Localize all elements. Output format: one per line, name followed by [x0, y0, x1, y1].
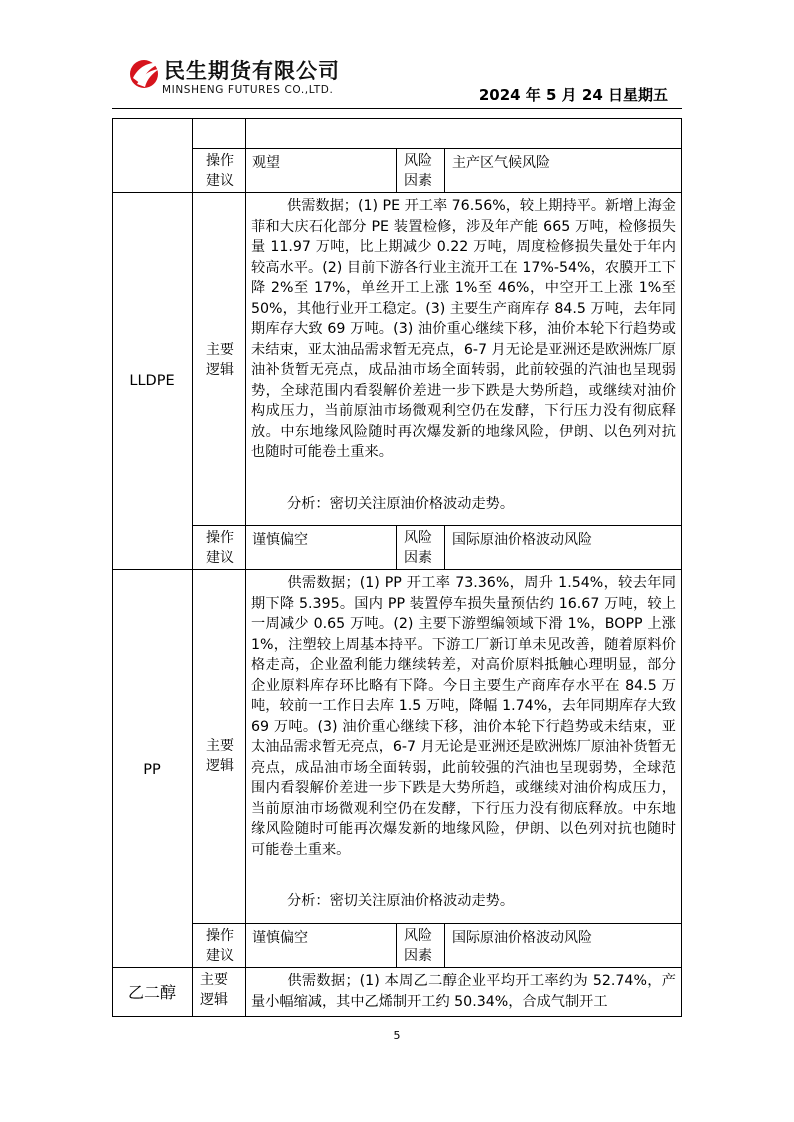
operation-label: 操作建议	[206, 153, 234, 189]
pp-risk-value: 国际原油价格波动风险	[452, 930, 592, 946]
company-name-en: MINSHENG FUTURES CO.,LTD.	[162, 84, 334, 96]
risk-label: 风险因素	[404, 153, 432, 189]
product-name-eg: 乙二醇	[127, 983, 176, 1002]
company-logo	[128, 54, 368, 100]
minsheng-logo-icon	[128, 54, 162, 96]
pp-analysis: 分析：密切关注原油价格波动走势。	[287, 893, 515, 909]
logic-label: 主要逻辑	[206, 342, 234, 378]
top-operation-value: 观望	[252, 155, 280, 171]
header-rule	[112, 108, 682, 109]
commodity-table	[112, 118, 682, 1017]
page-header	[0, 0, 794, 110]
report-date: 2024 年 5 月 24 日星期五	[478, 86, 668, 104]
eg-supply-demand: 供需数据；(1) 本周乙二醇企业平均开工率约为 52.74%，产量小幅缩减，其中乙烯制开工约 50.34%，合成气制开工	[251, 973, 676, 1010]
logic-label: 主要逻辑	[200, 972, 228, 1008]
page-number: 5	[393, 1029, 401, 1042]
risk-label: 风险因素	[404, 530, 432, 566]
lldpe-supply-demand: 供需数据；(1) PE 开工率 76.56%，较上期持平。新增上海金菲和大庆石化部分 PE 装置检修，涉及年产能 665 万吨，检修损失量 11.97 万吨，比上期减少 0.22 万吨，周度检修损失量处于年内较高水平。(2) 目前下游各行业主流开工在 17%-54%，农膜开工下降 2%至 17%，单丝开工上涨 1%至 46%，中空开工上涨 1%至 50%，其他行业开工稳定。(3) 主要生产商库存 84.5 万吨，去年同期库存大致 69 万吨。(3) 油价重心继续下移，油价本轮下行趋势或未结束，亚太油品需求暂无亮点，6-7 月无论是亚洲还是欧洲炼厂原油补货暂无亮点，成品油市场全面转弱，此前较强的汽油也呈现弱势，全球范围内看裂解价差进一步下跌是大势所趋，或继续对油价构成压力，当前原油市场微观利空仍在发酵，下行压力没有彻底释放。中东地缘风险随时再次爆发新的地缘风险，伊朗、以色列对抗也随时可能卷土重来。	[251, 198, 676, 460]
operation-label: 操作建议	[206, 530, 234, 566]
product-name-pp: PP	[143, 762, 161, 778]
lldpe-risk-value: 国际原油价格波动风险	[452, 532, 592, 548]
pp-operation-value: 谨慎偏空	[252, 930, 308, 946]
lldpe-analysis: 分析：密切关注原油价格波动走势。	[287, 496, 515, 512]
product-name-lldpe: LLDPE	[129, 373, 175, 389]
operation-label: 操作建议	[206, 928, 234, 964]
lldpe-operation-value: 谨慎偏空	[252, 532, 308, 548]
top-risk-value: 主产区气候风险	[452, 155, 550, 171]
risk-label: 风险因素	[404, 928, 432, 964]
logic-label: 主要逻辑	[206, 738, 234, 774]
company-name-cn: 民生期货有限公司	[164, 59, 340, 83]
pp-supply-demand: 供需数据；(1) PP 开工率 73.36%，周升 1.54%，较去年同期下降 5.395。国内 PP 装置停车损失量预估约 16.67 万吨，较上一周减少 0.65 万吨。(2) 主要下游塑编领域下滑 1%，BOPP 上涨 1%，注塑较上周基本持平。下游工厂新订单未见改善，随着原料价格走高，企业盈利能力继续转差，对高价原料抵触心理明显，部分企业原料库存环比略有下降。今日主要生产商库存水平在 84.5 万吨，较前一工作日去库 1.5 万吨，降幅 1.74%，去年同期库存大致 69 万吨。(3) 油价重心继续下移，油价本轮下行趋势或未结束，亚太油品需求暂无亮点，6-7 月无论是亚洲还是欧洲炼厂原油补货暂无亮点，成品油市场全面转弱，此前较强的汽油也呈现弱势，全球范围内看裂解价差进一步下跌是大势所趋，或继续对油价构成压力，当前原油市场微观利空仍在发酵，下行压力没有彻底释放。中东地缘风险随时可能再次爆发新的地缘风险，伊朗、以色列对抗也随时可能卷土重来。	[251, 575, 676, 858]
